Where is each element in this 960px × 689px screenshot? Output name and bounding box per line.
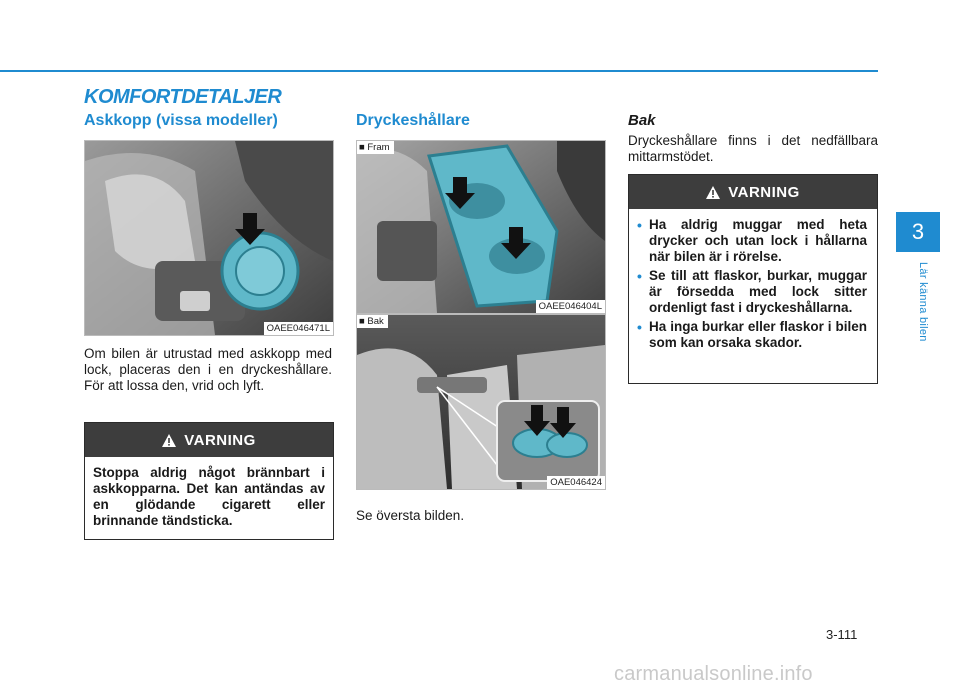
watermark: carmanualsonline.info xyxy=(614,663,813,685)
ashtray-warning-box xyxy=(84,422,334,540)
ashtray-warning-title: VARNING xyxy=(184,431,256,449)
cupholder-heading: Dryckeshållare xyxy=(356,112,470,129)
ashtray-body: Om bilen är utrustad med askkopp med lock, placeras den i en dryckeshållare. För att lossa den, vrid och lyft. xyxy=(84,346,332,393)
rear-cupholder-photo xyxy=(356,314,606,490)
rear-cupholder-illustration xyxy=(357,315,605,489)
rear-warning-title: VARNING xyxy=(728,183,800,201)
section-title: KOMFORTDETALJER xyxy=(84,86,282,108)
bullet-dot-icon: • xyxy=(637,319,642,335)
rear-warning-box xyxy=(628,174,878,384)
ashtray-image-code: OAEE046471L xyxy=(264,322,333,335)
front-tag: ■ Fram xyxy=(357,141,394,154)
rear-image-code: OAE046424 xyxy=(547,476,605,489)
ashtray-heading: Askkopp (vissa modeller) xyxy=(84,112,278,129)
top-rule xyxy=(0,70,878,72)
page-number: 3-111 xyxy=(826,627,858,642)
warning-bullet: • Se till att flaskor, burkar, muggar är försedda med lock sitter ordenligt fast i dryckeshållarna. xyxy=(637,268,867,315)
rear-heading: Bak xyxy=(628,112,656,129)
warning-bullet: • Ha aldrig muggar med heta drycker och utan lock i hållarna när bilen är i rörelse. xyxy=(637,217,867,264)
ashtray-warning-text: Stoppa aldrig något brännbart i askkopparna. Det kan antändas av en glödande cigarett eller brinnande tändsticka. xyxy=(93,465,325,528)
ashtray-illustration xyxy=(85,141,333,335)
rear-warning-header xyxy=(629,175,877,209)
front-cupholder-illustration xyxy=(357,141,605,313)
cupholder-body: Se översta bilden. xyxy=(356,508,465,523)
ashtray-photo xyxy=(84,140,334,336)
chapter-label: Lär känna bilen xyxy=(917,262,929,342)
ashtray-warning-header xyxy=(85,423,333,457)
front-image-code: OAEE046404L xyxy=(536,300,605,313)
bullet-dot-icon: • xyxy=(637,217,642,233)
rear-warning-list xyxy=(629,209,877,351)
rear-tag: ■ Bak xyxy=(357,315,388,328)
warning-triangle-icon xyxy=(706,186,720,199)
warning-triangle-icon xyxy=(162,434,176,447)
rear-body: Dryckeshållare finns i det nedfällbara mittarmstödet. xyxy=(628,133,878,164)
bullet-dot-icon: • xyxy=(637,268,642,284)
front-cupholder-photo xyxy=(356,140,606,314)
chapter-tab: 3 xyxy=(896,212,940,252)
warning-bullet: • Ha inga burkar eller flaskor i bilen som kan orsaka skador. xyxy=(637,319,867,350)
